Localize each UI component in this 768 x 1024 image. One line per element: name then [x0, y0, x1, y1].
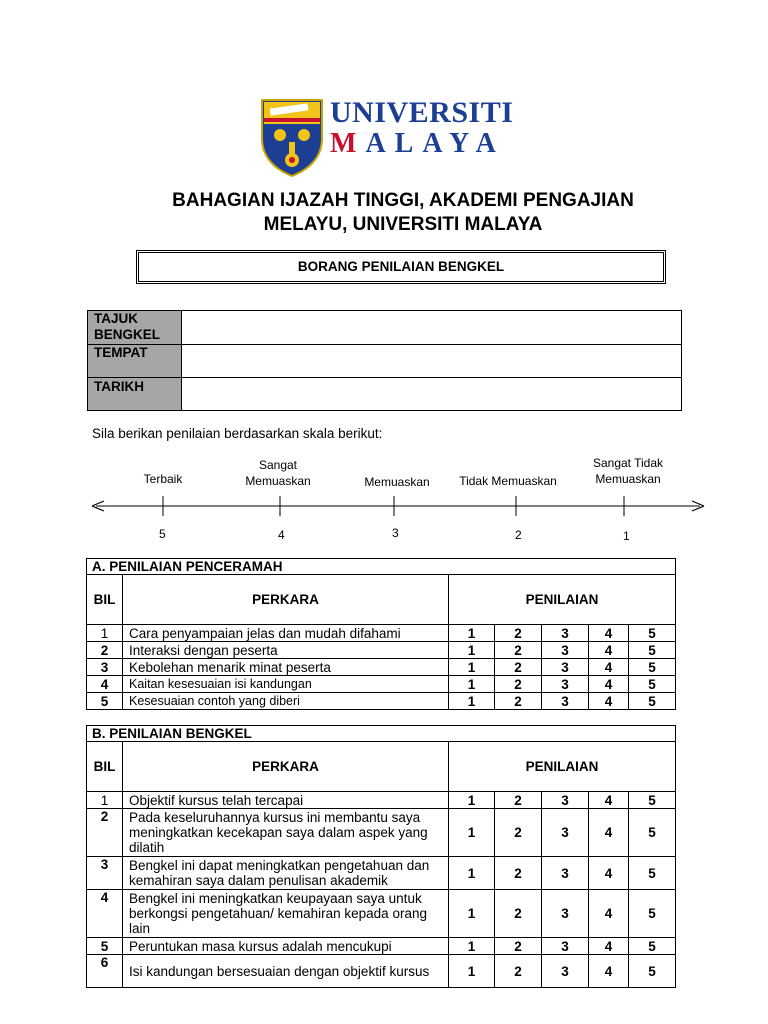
info-label-tajuk-line2: BENGKEL — [94, 327, 161, 342]
table-row — [87, 659, 676, 676]
score-cell-5[interactable]: 5 — [629, 642, 676, 659]
score-cell-1[interactable]: 1 — [449, 676, 495, 693]
scale-number-3: 3 — [392, 526, 399, 540]
score-cell-4[interactable]: 4 — [589, 659, 629, 676]
score-cell-3[interactable]: 3 — [542, 693, 589, 710]
score-cell-3[interactable]: 3 — [542, 890, 589, 938]
score-cell-2[interactable]: 2 — [495, 792, 542, 809]
score-cell-2[interactable]: 2 — [495, 890, 542, 938]
table-row — [87, 955, 676, 988]
scale-label-5 — [133, 471, 193, 487]
logo-wordmark-initial: M — [330, 128, 366, 159]
table-row — [87, 642, 676, 659]
workshop-info-table — [87, 310, 682, 411]
row-bil: 5 — [87, 938, 123, 955]
score-cell-4[interactable]: 4 — [589, 857, 629, 890]
score-cell-1[interactable]: 1 — [449, 955, 495, 988]
row-perkara: Kaitan kesesuaian isi kandungan — [123, 676, 449, 693]
scale-axis — [88, 494, 708, 518]
scale-label-1 — [578, 455, 678, 487]
row-bil: 4 — [87, 890, 123, 938]
row-bil: 6 — [87, 955, 123, 988]
score-cell-1[interactable]: 1 — [449, 938, 495, 955]
row-bil: 5 — [87, 693, 123, 710]
score-cell-5[interactable]: 5 — [629, 857, 676, 890]
score-cell-4[interactable]: 4 — [589, 693, 629, 710]
score-cell-1[interactable]: 1 — [449, 890, 495, 938]
score-cell-5[interactable]: 5 — [629, 938, 676, 955]
score-cell-5[interactable]: 5 — [629, 625, 676, 642]
section-a-col-perkara: PERKARA — [123, 575, 449, 625]
row-perkara: Kesesuaian contoh yang diberi — [123, 693, 449, 710]
row-bil: 3 — [87, 857, 123, 890]
score-cell-1[interactable]: 1 — [449, 809, 495, 857]
section-b-col-penilaian: PENILAIAN — [449, 742, 676, 792]
score-cell-4[interactable]: 4 — [589, 955, 629, 988]
section-a-col-penilaian: PENILAIAN — [449, 575, 676, 625]
row-perkara: Cara penyampaian jelas dan mudah difahami — [123, 625, 449, 642]
university-crest-icon — [260, 98, 324, 178]
score-cell-3[interactable]: 3 — [542, 792, 589, 809]
score-cell-2[interactable]: 2 — [495, 676, 542, 693]
row-perkara: Bengkel ini dapat meningkatkan pengetahuan dan kemahiran saya dalam penulisan akademik — [123, 857, 449, 890]
info-label-tarikh-text: TARIKH — [94, 379, 144, 394]
info-value-tajuk[interactable] — [182, 311, 682, 345]
section-a-col-bil: BIL — [87, 575, 123, 625]
table-row — [87, 890, 676, 938]
table-row — [87, 792, 676, 809]
scale-number-5: 5 — [159, 527, 166, 541]
table-row — [87, 809, 676, 857]
logo-wordmark-rest: ALAYA — [365, 128, 505, 159]
score-cell-2[interactable]: 2 — [495, 809, 542, 857]
row-bil: 2 — [87, 642, 123, 659]
scale-label-2-text: Tidak Memuaskan — [459, 474, 557, 488]
form-title: BORANG PENILAIAN BENGKEL — [136, 250, 666, 284]
score-cell-3[interactable]: 3 — [542, 659, 589, 676]
row-perkara: Pada keseluruhannya kursus ini membantu saya meningkatkan kecekapan saya dalam aspek yang dilatih — [123, 809, 449, 857]
scale-label-2 — [453, 473, 563, 489]
scale-label-5-text: Terbaik — [143, 472, 183, 486]
section-b-col-perkara: PERKARA — [123, 742, 449, 792]
scale-label-3 — [352, 474, 442, 490]
row-bil: 1 — [87, 625, 123, 642]
info-value-tarikh[interactable] — [182, 378, 682, 411]
info-label-tajuk-line1: TAJUK — [94, 311, 139, 326]
rating-scale — [88, 450, 708, 550]
info-label-tarikh — [88, 378, 182, 411]
table-row — [87, 857, 676, 890]
score-cell-4[interactable]: 4 — [589, 642, 629, 659]
scale-label-4 — [233, 457, 323, 489]
score-cell-5[interactable]: 5 — [629, 676, 676, 693]
university-logo — [260, 96, 514, 178]
score-cell-3[interactable]: 3 — [542, 955, 589, 988]
score-cell-2[interactable]: 2 — [495, 938, 542, 955]
row-perkara: Isi kandungan bersesuaian dengan objektif kursus — [123, 955, 449, 988]
info-value-tempat[interactable] — [182, 345, 682, 378]
score-cell-2[interactable]: 2 — [495, 955, 542, 988]
score-cell-2[interactable]: 2 — [495, 642, 542, 659]
score-cell-2[interactable]: 2 — [495, 693, 542, 710]
logo-wordmark-line1: UNIVERSITI — [330, 96, 514, 129]
score-cell-2[interactable]: 2 — [495, 659, 542, 676]
score-cell-1[interactable]: 1 — [449, 693, 495, 710]
score-cell-2[interactable]: 2 — [495, 625, 542, 642]
scale-label-4-line1: Sangat — [258, 458, 298, 472]
score-cell-5[interactable]: 5 — [629, 659, 676, 676]
table-row — [87, 625, 676, 642]
score-cell-5[interactable]: 5 — [629, 693, 676, 710]
scale-label-1-line2: Memuaskan — [595, 472, 661, 486]
header-line2: MELAYU, UNIVERSITI MALAYA — [263, 214, 543, 235]
score-cell-3[interactable]: 3 — [542, 625, 589, 642]
row-bil: 1 — [87, 792, 123, 809]
row-perkara: Kebolehan menarik minat peserta — [123, 659, 449, 676]
score-cell-3[interactable]: 3 — [542, 642, 589, 659]
section-a-table — [86, 558, 676, 710]
section-b-title: B. PENILAIAN BENGKEL — [87, 726, 676, 742]
score-cell-5[interactable]: 5 — [629, 890, 676, 938]
table-row — [87, 693, 676, 710]
scale-instruction: Sila berikan penilaian berdasarkan skala berikut: — [92, 426, 383, 441]
row-bil: 4 — [87, 676, 123, 693]
scale-label-3-text: Memuaskan — [364, 475, 430, 489]
score-cell-1[interactable]: 1 — [449, 642, 495, 659]
row-bil: 3 — [87, 659, 123, 676]
score-cell-3[interactable]: 3 — [542, 809, 589, 857]
score-cell-4[interactable]: 4 — [589, 890, 629, 938]
score-cell-4[interactable]: 4 — [589, 792, 629, 809]
score-cell-5[interactable]: 5 — [629, 809, 676, 857]
section-b-table — [86, 725, 676, 988]
info-label-tempat: TEMPAT — [88, 345, 182, 378]
row-perkara: Peruntukan masa kursus adalah mencukupi — [123, 938, 449, 955]
scale-number-1: 1 — [623, 529, 630, 543]
score-cell-4[interactable]: 4 — [589, 938, 629, 955]
row-perkara: Objektif kursus telah tercapai — [123, 792, 449, 809]
header-line1: BAHAGIAN IJAZAH TINGGI, AKADEMI PENGAJIAN — [172, 190, 634, 211]
score-cell-3[interactable]: 3 — [542, 938, 589, 955]
logo-wordmark-line2 — [330, 128, 505, 160]
scale-number-2: 2 — [515, 528, 522, 542]
score-cell-4[interactable]: 4 — [589, 809, 629, 857]
score-cell-2[interactable]: 2 — [495, 857, 542, 890]
score-cell-3[interactable]: 3 — [542, 676, 589, 693]
score-cell-1[interactable]: 1 — [449, 857, 495, 890]
table-row — [87, 676, 676, 693]
score-cell-1[interactable]: 1 — [449, 792, 495, 809]
row-bil: 2 — [87, 809, 123, 857]
scale-label-4-line2: Memuaskan — [245, 474, 311, 488]
section-a-title: A. PENILAIAN PENCERAMAH — [87, 559, 676, 575]
table-row — [87, 938, 676, 955]
score-cell-4[interactable]: 4 — [589, 625, 629, 642]
scale-number-4: 4 — [278, 528, 285, 542]
score-cell-5[interactable]: 5 — [629, 792, 676, 809]
score-cell-1[interactable]: 1 — [449, 625, 495, 642]
score-cell-5[interactable]: 5 — [629, 955, 676, 988]
score-cell-4[interactable]: 4 — [589, 676, 629, 693]
info-label-tajuk — [88, 311, 182, 345]
score-cell-1[interactable]: 1 — [449, 659, 495, 676]
section-b-col-bil: BIL — [87, 742, 123, 792]
row-perkara: Bengkel ini meningkatkan keupayaan saya untuk berkongsi pengetahuan/ kemahiran kepada orang lain — [123, 890, 449, 938]
score-cell-3[interactable]: 3 — [542, 857, 589, 890]
scale-label-1-line1: Sangat Tidak — [592, 456, 664, 470]
row-perkara: Interaksi dengan peserta — [123, 642, 449, 659]
